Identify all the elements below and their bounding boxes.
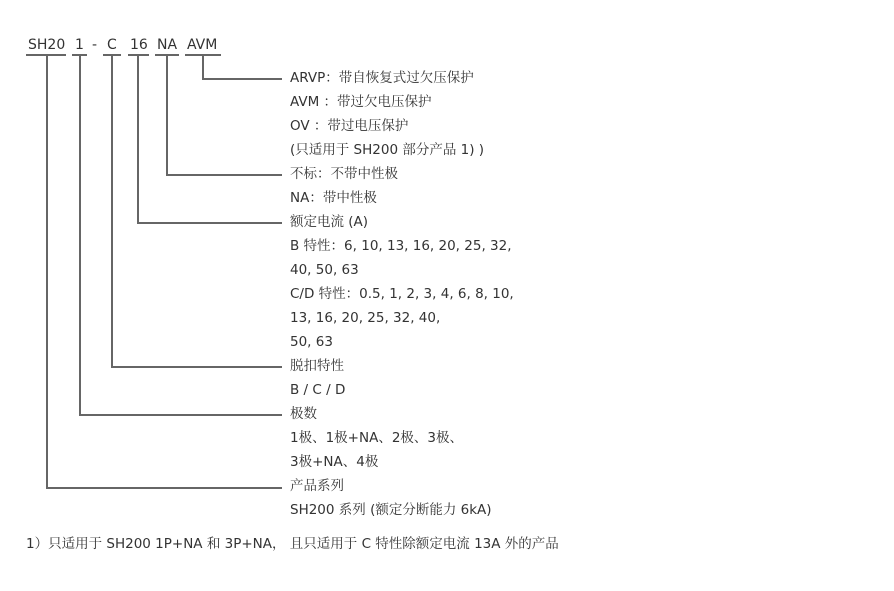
desc-protection-line: (只适用于 SH200 部分产品 1) )	[290, 142, 485, 158]
desc-protection-line: ARVP：带自恢复式过欠压保护	[290, 70, 474, 86]
connector-curve-horizontal	[111, 366, 282, 368]
desc-current-line: 50, 63	[290, 334, 333, 350]
connector-neutral-vertical	[166, 55, 168, 175]
desc-neutral-line: NA：带中性极	[290, 190, 377, 206]
desc-protection	[290, 66, 484, 162]
desc-current	[290, 210, 514, 354]
desc-poles-line: 3极+NA、4极	[290, 454, 379, 470]
desc-current-line: 13, 16, 20, 25, 32, 40,	[290, 310, 441, 326]
code-poles: 1	[75, 37, 84, 53]
connector-protection-horizontal	[202, 78, 282, 80]
desc-protection-line: AVM ：带过欠电压保护	[290, 94, 432, 110]
connector-poles-vertical	[79, 55, 81, 415]
desc-poles	[290, 402, 463, 474]
desc-neutral-line: 不标：不带中性极	[290, 166, 398, 182]
connector-series-horizontal	[46, 487, 282, 489]
desc-series	[290, 474, 492, 522]
underline-current	[128, 54, 149, 56]
code-current: 16	[130, 37, 148, 53]
desc-current-line: 额定电流 (A)	[290, 214, 369, 230]
connector-protection-vertical	[202, 55, 204, 79]
connector-series-vertical	[46, 55, 48, 488]
desc-current-line: 40, 50, 63	[290, 262, 359, 278]
desc-series-line: 产品系列	[290, 478, 344, 494]
desc-protection-line: OV ：带过电压保护	[290, 118, 409, 134]
connector-current-vertical	[137, 55, 139, 223]
connector-curve-vertical	[111, 55, 113, 367]
code-neutral: NA	[157, 37, 178, 53]
desc-curve-line: B / C / D	[290, 382, 346, 398]
connector-current-horizontal	[137, 222, 282, 224]
desc-current-line: B 特性：6, 10, 13, 16, 20, 25, 32,	[290, 238, 512, 254]
code-series: SH20	[28, 37, 66, 53]
desc-curve-line: 脱扣特性	[290, 358, 344, 374]
code-dash: -	[92, 37, 98, 53]
desc-series-line: SH200 系列 (额定分断能力 6kA)	[290, 502, 492, 518]
desc-poles-line: 1极、1极+NA、2极、3极、	[290, 430, 464, 446]
desc-neutral	[290, 162, 398, 210]
connector-neutral-horizontal	[166, 174, 282, 176]
desc-poles-line: 极数	[290, 406, 317, 422]
footnote: 1）只适用于 SH200 1P+NA 和 3P+NA， 且只适用于 C 特性除额定电流 13A 外的产品	[26, 536, 559, 552]
connector-poles-horizontal	[79, 414, 282, 416]
desc-curve	[290, 354, 345, 402]
code-protection: AVM	[187, 37, 218, 53]
code-curve: C	[107, 37, 117, 53]
desc-current-line: C/D 特性：0.5, 1, 2, 3, 4, 6, 8, 10,	[290, 286, 514, 302]
